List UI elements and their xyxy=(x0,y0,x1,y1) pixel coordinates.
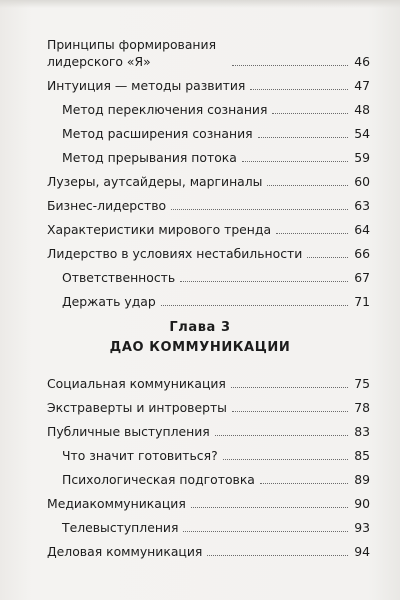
toc-entry-page: 89 xyxy=(354,472,370,487)
toc-entry-title: Публичные выступления xyxy=(47,424,210,439)
toc-entry xyxy=(47,418,370,440)
toc-entry-page: 71 xyxy=(354,294,370,309)
dot-leader xyxy=(260,483,348,484)
toc-entry-title: Социальная коммуникация xyxy=(47,376,226,391)
toc-entry xyxy=(47,490,370,512)
chapter-title: ДАО КОММУНИКАЦИИ xyxy=(109,340,291,355)
toc-entry-page: 63 xyxy=(354,198,370,213)
toc-entry-page: 48 xyxy=(354,102,370,117)
dot-leader xyxy=(267,185,348,186)
toc-entry-page: 46 xyxy=(354,54,370,69)
toc-entry xyxy=(47,72,370,94)
toc-entry-title: Лидерство в условиях нестабильности xyxy=(47,246,303,261)
toc-entry-title: Метод переключения сознания xyxy=(62,102,268,117)
toc-entry-title: Метод прерывания потока xyxy=(62,150,237,165)
dot-leader xyxy=(242,161,348,162)
toc-entry xyxy=(62,466,370,488)
dot-leader xyxy=(215,435,348,436)
dot-leader xyxy=(180,281,348,282)
toc-entry-page: 78 xyxy=(354,400,370,415)
dot-leader xyxy=(191,507,348,508)
toc-entry-title: Медиакоммуникация xyxy=(47,496,186,511)
toc-entry xyxy=(47,34,370,70)
toc-entry-title: Экстраверты и интроверты xyxy=(47,400,227,415)
toc-entry xyxy=(47,192,370,214)
toc-entry-page: 85 xyxy=(354,448,370,463)
toc-entry xyxy=(47,538,370,560)
dot-leader xyxy=(161,305,348,306)
chapter-label: Глава 3 xyxy=(169,320,231,335)
toc-entry xyxy=(62,96,370,118)
toc-entry xyxy=(62,288,370,310)
toc-entry xyxy=(62,120,370,142)
dot-leader xyxy=(232,65,348,66)
toc-entry-page: 75 xyxy=(354,376,370,391)
toc-entry-page: 94 xyxy=(354,544,370,559)
toc-entry-title: Держать удар xyxy=(62,294,156,309)
dot-leader xyxy=(171,209,348,210)
toc-entry-title: Характеристики мирового тренда xyxy=(47,222,272,237)
toc-entry-page: 54 xyxy=(354,126,370,141)
dot-leader xyxy=(307,257,348,258)
toc-entry-page: 59 xyxy=(354,150,370,165)
toc-entry-title: Лузеры, аутсайдеры, маргиналы xyxy=(47,174,263,189)
toc-entry xyxy=(47,240,370,262)
dot-leader xyxy=(272,113,348,114)
dot-leader xyxy=(250,89,348,90)
toc-entry-page: 66 xyxy=(354,246,370,261)
toc-entry xyxy=(62,264,370,286)
dot-leader xyxy=(223,459,349,460)
toc-entry xyxy=(62,514,370,536)
toc-entry-page: 47 xyxy=(354,78,370,93)
toc-entry-page: 83 xyxy=(354,424,370,439)
toc-entry xyxy=(62,144,370,166)
toc-entry-title: Ответственность xyxy=(62,270,176,285)
toc-entry-page: 67 xyxy=(354,270,370,285)
toc-entry-title: Деловая коммуникация xyxy=(47,544,203,559)
dot-leader xyxy=(232,411,348,412)
dot-leader xyxy=(231,387,348,388)
dot-leader xyxy=(207,555,348,556)
dot-leader xyxy=(183,531,348,532)
toc-entry xyxy=(62,442,370,464)
toc-entry-title: Психологическая подготовка xyxy=(62,472,255,487)
toc-entry-page: 60 xyxy=(354,174,370,189)
toc-entry xyxy=(47,394,370,416)
toc-entry-title: Бизнес-лидерство xyxy=(47,198,167,213)
toc-entry-title: Метод расширения сознания xyxy=(62,126,253,141)
dot-leader xyxy=(258,137,349,138)
toc-entry-title: Интуиция — методы развития xyxy=(47,78,246,93)
toc-entry xyxy=(47,168,370,190)
toc-entry xyxy=(47,370,370,392)
toc-entry xyxy=(47,216,370,238)
toc-entry-page: 64 xyxy=(354,222,370,237)
toc-entry-page: 93 xyxy=(354,520,370,535)
toc-entry-title: Телевыступления xyxy=(62,520,179,535)
toc-entry-page: 90 xyxy=(354,496,370,511)
dot-leader xyxy=(276,233,348,234)
toc-entry-title: Принципы формирования лидерского «Я» xyxy=(47,37,217,69)
toc-entry-title: Что значит готовиться? xyxy=(62,448,218,463)
